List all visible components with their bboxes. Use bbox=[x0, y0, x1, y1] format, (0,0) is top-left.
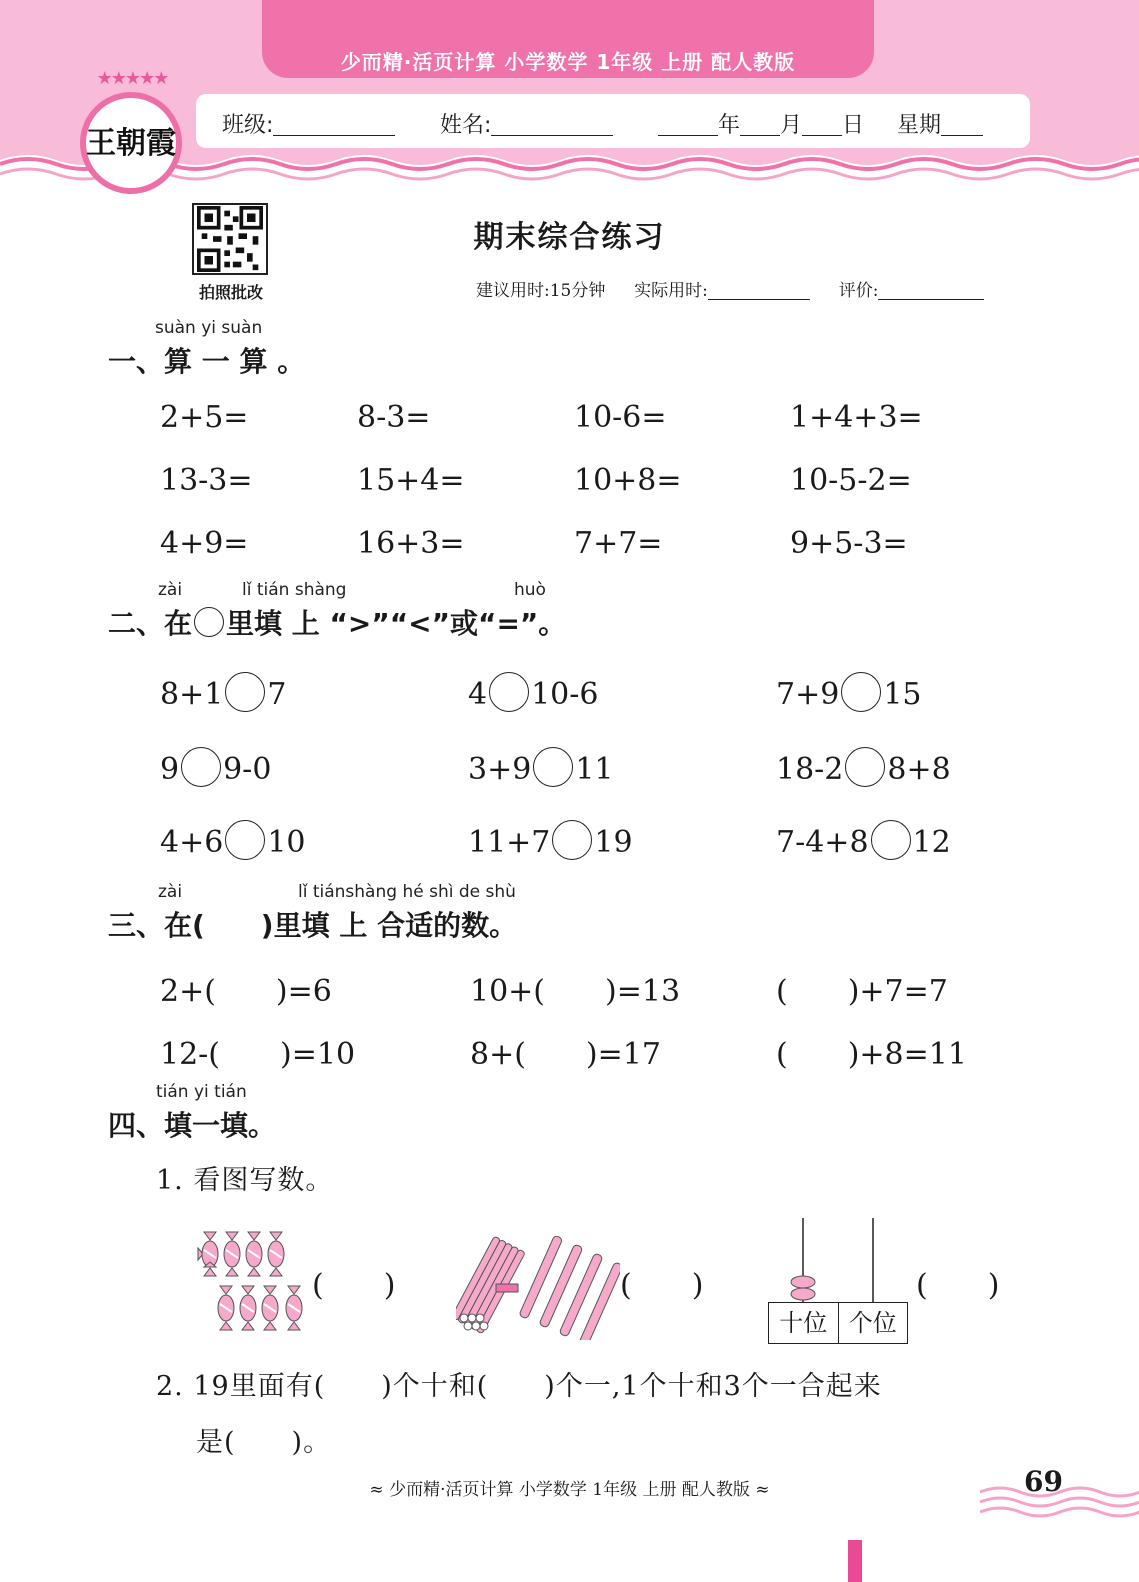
s1-expr[interactable]: 2+5= bbox=[160, 400, 249, 435]
s2-compare: 3+9 11 bbox=[468, 747, 614, 787]
s1-expr[interactable]: 9+5-3= bbox=[790, 526, 908, 561]
page-title: 期末综合练习 bbox=[473, 220, 666, 255]
footer-series: ≈ 少而精·活页计算 小学数学 1年级 上册 配人教版 ≈ bbox=[369, 1480, 770, 1500]
brand-name: 王朝霞 bbox=[86, 126, 176, 161]
answer-circle[interactable] bbox=[841, 672, 881, 712]
answer-circle[interactable] bbox=[225, 820, 265, 860]
s1-expr[interactable]: 15+4= bbox=[357, 463, 465, 498]
bottom-tab-marker bbox=[848, 1540, 862, 1582]
answer-circle[interactable] bbox=[845, 747, 885, 787]
s1-expr[interactable]: 4+9= bbox=[160, 526, 249, 561]
year-blank[interactable] bbox=[658, 113, 718, 136]
question2-line1[interactable]: 2. 19里面有( )个十和( )个一,1个十和3个一合起来 bbox=[156, 1371, 882, 1402]
s1-expr[interactable]: 7+7= bbox=[574, 526, 663, 561]
answer-blank-abacus[interactable]: ( ) bbox=[916, 1268, 1000, 1303]
date-field[interactable] bbox=[658, 108, 983, 139]
rating-label: 评价: bbox=[838, 281, 879, 301]
section1-pinyin: suàn yi suàn bbox=[155, 318, 263, 338]
s2-compare: 7+9 15 bbox=[776, 672, 922, 712]
rating-blank[interactable] bbox=[878, 277, 984, 300]
section2-pinyin-litianshang: lǐ tián shàng bbox=[242, 580, 347, 600]
name-label: 姓名: bbox=[440, 113, 492, 138]
section1-heading: 一、算 一 算 。 bbox=[108, 345, 306, 378]
answer-circle[interactable] bbox=[225, 672, 265, 712]
section2-heading-b: 里填 上 “>”“<”或“=”。 bbox=[226, 607, 567, 640]
day-label: 日 bbox=[842, 113, 865, 138]
answer-blank-sticks[interactable]: ( ) bbox=[620, 1268, 704, 1303]
stars-icon: ★★★★★ bbox=[96, 68, 168, 89]
s1-expr[interactable]: 10+8= bbox=[574, 463, 682, 498]
section2-pinyin-huo: huò bbox=[514, 580, 546, 600]
s1-expr[interactable]: 13-3= bbox=[160, 463, 253, 498]
month-label: 月 bbox=[780, 113, 803, 138]
year-label: 年 bbox=[718, 113, 741, 138]
name-field[interactable] bbox=[440, 108, 613, 139]
sticks-icon bbox=[456, 1236, 620, 1340]
section3-heading: 三、在( )里填 上 合适的数。 bbox=[108, 909, 518, 942]
s2-compare: 8+1 7 bbox=[160, 672, 286, 712]
actual-time-blank[interactable] bbox=[708, 277, 810, 300]
s2-compare: 4 10-6 bbox=[468, 672, 599, 712]
s1-expr[interactable]: 10-5-2= bbox=[790, 463, 912, 498]
suggested-time: 建议用时:15分钟 bbox=[476, 281, 606, 301]
weekday-label: 星期 bbox=[897, 113, 942, 138]
question2-line2[interactable]: 是( )。 bbox=[196, 1427, 332, 1458]
class-blank[interactable] bbox=[273, 113, 395, 136]
s3-expr[interactable]: ( )+7=7 bbox=[776, 974, 948, 1009]
s2-compare: 7-4+8 12 bbox=[776, 820, 951, 860]
section2-heading bbox=[108, 602, 566, 642]
series-title: 少而精·活页计算 小学数学 1年级 上册 配人教版 bbox=[340, 50, 796, 74]
ones-place-label: 个位 bbox=[838, 1303, 908, 1343]
day-blank[interactable] bbox=[802, 113, 842, 136]
section3-pinyin-zai: zài bbox=[158, 882, 183, 902]
answer-circle[interactable] bbox=[552, 820, 592, 860]
actual-time-label: 实际用时: bbox=[634, 281, 708, 301]
s3-expr[interactable]: 8+( )=17 bbox=[470, 1037, 661, 1072]
s1-expr[interactable]: 1+4+3= bbox=[790, 400, 923, 435]
s2-compare: 4+6 10 bbox=[160, 820, 306, 860]
tens-place-label: 十位 bbox=[779, 1309, 828, 1337]
section4-heading: 四、填一填。 bbox=[108, 1109, 277, 1142]
answer-circle[interactable] bbox=[181, 747, 221, 787]
s3-expr[interactable]: 2+( )=6 bbox=[160, 974, 332, 1009]
section3-pinyin-rest: lǐ tiánshàng hé shì de shù bbox=[298, 882, 516, 902]
answer-circle[interactable] bbox=[871, 820, 911, 860]
section2-pinyin-zai: zài bbox=[158, 580, 183, 600]
s1-expr[interactable]: 10-6= bbox=[574, 400, 667, 435]
month-blank[interactable] bbox=[740, 113, 780, 136]
timing-line bbox=[476, 276, 984, 301]
circle-symbol-icon bbox=[194, 607, 224, 637]
answer-circle[interactable] bbox=[489, 672, 529, 712]
s3-expr[interactable]: 10+( )=13 bbox=[470, 974, 681, 1009]
s2-compare: 18-2 8+8 bbox=[776, 747, 951, 787]
section2-heading-a: 二、在 bbox=[108, 607, 193, 640]
section4-pinyin: tián yi tián bbox=[156, 1082, 247, 1102]
qr-label: 拍照批改 bbox=[198, 283, 263, 302]
s2-compare: 11+7 19 bbox=[468, 820, 633, 860]
candies-icon bbox=[196, 1226, 314, 1336]
abacus-icon bbox=[768, 1218, 908, 1304]
place-value-table bbox=[768, 1302, 908, 1344]
name-blank[interactable] bbox=[491, 113, 613, 136]
s3-expr[interactable]: 12-( )=10 bbox=[160, 1037, 356, 1072]
answer-circle[interactable] bbox=[533, 747, 573, 787]
s1-expr[interactable]: 8-3= bbox=[357, 400, 431, 435]
answer-blank-candies[interactable]: ( ) bbox=[312, 1268, 396, 1303]
question1-label: 1. 看图写数。 bbox=[156, 1165, 334, 1196]
weekday-blank[interactable] bbox=[941, 113, 983, 136]
class-field[interactable] bbox=[222, 108, 395, 139]
class-label: 班级: bbox=[222, 113, 274, 138]
s2-compare: 9 9-0 bbox=[160, 747, 271, 787]
s1-expr[interactable]: 16+3= bbox=[357, 526, 465, 561]
s3-expr[interactable]: ( )+8=11 bbox=[776, 1037, 967, 1072]
page-number: 69 bbox=[1024, 1465, 1063, 1498]
